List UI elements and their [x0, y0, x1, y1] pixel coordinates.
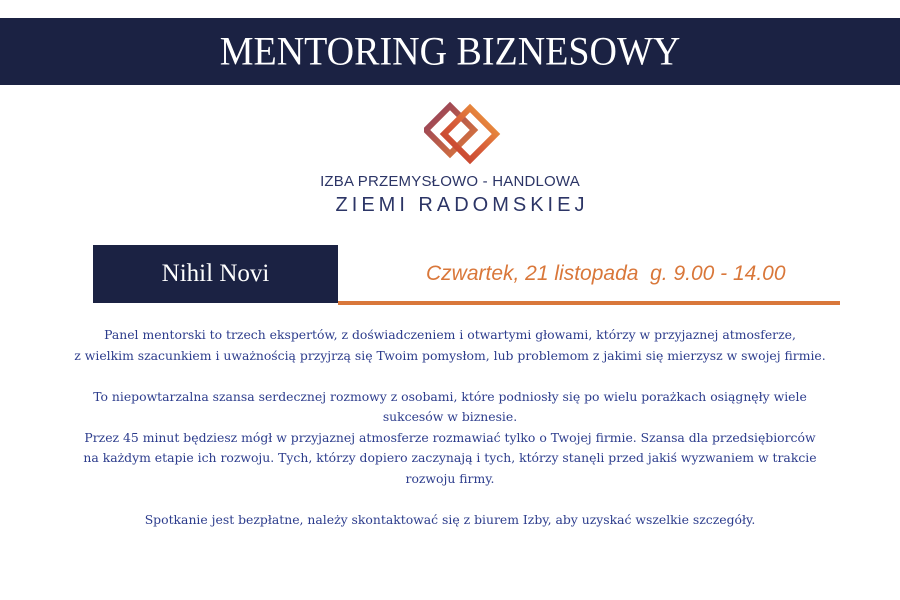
page-title: MENTORING BIZNESOWY	[219, 29, 681, 74]
paragraph-line: Panel mentorski to trzech ekspertów, z doświadczeniem i otwartymi głowami, którzy w przyjaznej atmosferze,	[104, 327, 796, 342]
event-name-box	[93, 245, 338, 303]
event-name: Nihil Novi	[161, 260, 270, 287]
title-banner	[0, 18, 900, 85]
org-name-line2: ZIEMI RADOMSKIEJ	[335, 194, 589, 216]
paragraph-line: Przez 45 minut będziesz mógł w przyjaznej atmosferze rozmawiać tylko o Twojej firmie. Szansa dla przedsiębiorców	[84, 429, 816, 445]
accent-divider	[338, 301, 840, 305]
event-date: Czwartek, 21 listopada g. 9.00 - 14.00	[426, 262, 786, 285]
interlocking-diamonds-logo-icon	[424, 98, 504, 168]
paragraph-line: z wielkim szacunkiem i uważnością przyjrzą się Twoim pomysłom, lub problemom z jakimi się mierzysz w swojej firmie.	[74, 347, 826, 363]
paragraph-line: To niepowtarzalna szansa serdecznej rozmowy z osobami, które podniosły się po wielu porażkach osiągnęły wiele	[93, 388, 807, 404]
paragraph-line: sukcesów w biznesie.	[382, 409, 518, 424]
paragraph-line: rozwoju firmy.	[405, 470, 495, 486]
description	[0, 325, 900, 530]
org-name-line1: IZBA PRZEMYSŁOWO - HANDLOWA	[320, 173, 580, 190]
paragraph-line: na każdym etapie ich rozwoju. Tych, którzy dopiero zaczynają i tych, którzy stanęli przed jakiś wyzwaniem w trakcie	[83, 450, 817, 465]
paragraph-line: Spotkanie jest bezpłatne, należy skontaktować się z biurem Izby, aby uzyskać wszelkie szczegóły.	[144, 511, 756, 527]
